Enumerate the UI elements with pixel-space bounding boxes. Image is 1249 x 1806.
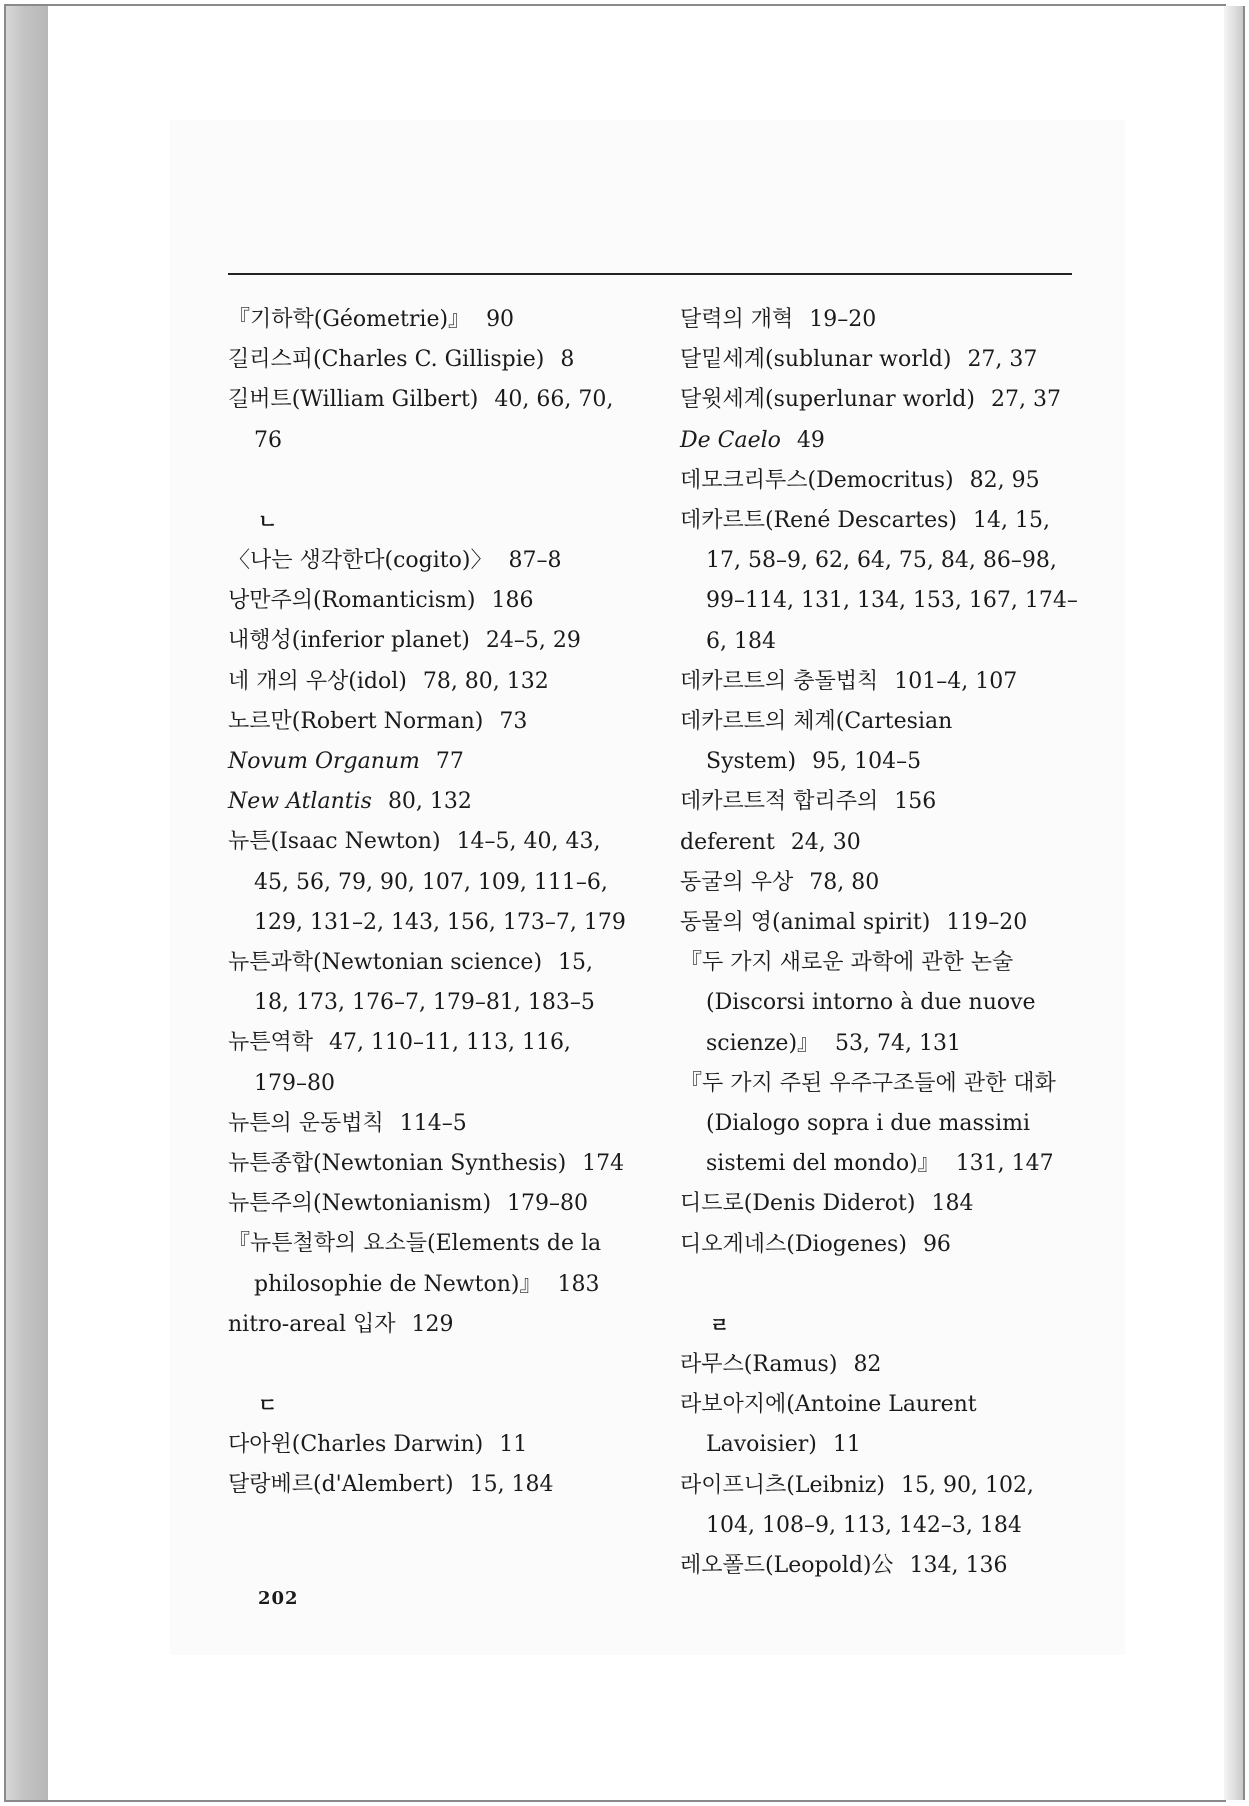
index-page-refs: 179–80	[507, 1191, 589, 1217]
index-page-refs: 40, 66, 70, 76	[254, 387, 614, 453]
header-rule	[228, 273, 1072, 275]
index-term: 다아윈(Charles Darwin)	[228, 1432, 484, 1458]
page-edge	[1224, 6, 1245, 1800]
index-term: 『두 가지 주된 우주구조들에 관한 대화(Dialogo sopra i due massimi sistemi del mondo)』	[680, 1070, 1056, 1177]
index-entry	[680, 782, 1080, 822]
index-term: 길리스피(Charles C. Gillispie)	[228, 347, 545, 373]
index-entry	[228, 340, 628, 380]
index-column-left	[228, 300, 628, 1506]
index-entry	[228, 1144, 628, 1184]
index-page-refs: 119–20	[946, 910, 1028, 936]
index-term: 달윗세계(superlunar world)	[680, 387, 975, 413]
index-page-refs: 27, 37	[967, 347, 1038, 373]
index-page-refs: 11	[832, 1432, 861, 1458]
index-entry	[680, 380, 1080, 420]
index-entry	[228, 1224, 628, 1304]
index-page-refs: 114–5	[399, 1110, 467, 1136]
index-page-refs: 131, 147	[955, 1151, 1054, 1177]
index-term: 『뉴튼철학의 요소들(Elements de la philosophie de Newton)』	[228, 1231, 602, 1297]
index-entry	[228, 943, 628, 1023]
index-entry	[228, 1305, 628, 1345]
index-entry	[680, 863, 1080, 903]
index-term: 노르만(Robert Norman)	[228, 708, 484, 734]
index-page-refs: 15, 18, 173, 176–7, 179–81, 183–5	[254, 950, 595, 1016]
index-entry	[680, 421, 1080, 461]
index-page-refs: 134, 136	[909, 1553, 1008, 1579]
index-entry	[680, 1225, 1080, 1265]
index-term: 달밑세계(sublunar world)	[680, 347, 952, 373]
index-entry	[680, 300, 1080, 340]
index-entry	[228, 1104, 628, 1144]
index-term: 달력의 개혁	[680, 307, 794, 332]
index-entry	[680, 1345, 1080, 1385]
index-term: 데카르트적 합리주의	[680, 789, 879, 815]
index-page-refs: 129	[411, 1311, 454, 1337]
index-page-refs: 87–8	[508, 548, 562, 574]
index-page-refs: 14–5, 40, 43, 45, 56, 79, 90, 107, 109, 111–6, 129, 131–2, 143, 156, 173–7, 179	[254, 829, 626, 935]
index-term: 낭만주의(Romanticism)	[228, 588, 476, 614]
index-section-heading: ㄴ	[258, 508, 278, 533]
index-term: 뉴튼의 운동법칙	[228, 1110, 384, 1136]
index-term: 뉴튼종합(Newtonian Synthesis)	[228, 1151, 567, 1177]
index-page-refs: 101–4, 107	[894, 668, 1018, 694]
index-page-refs: 15, 90, 102, 104, 108–9, 113, 142–3, 184	[706, 1472, 1034, 1538]
index-page-refs: 24, 30	[790, 829, 861, 855]
index-entry	[228, 1023, 628, 1103]
index-page-refs: 47, 110–11, 113, 116, 179–80	[254, 1030, 571, 1096]
index-entry	[680, 903, 1080, 943]
index-entry	[228, 300, 628, 340]
index-page-refs: 14, 15, 17, 58–9, 62, 64, 75, 84, 86–98, 99–114, 131, 134, 153, 167, 174–6, 184	[706, 508, 1078, 654]
index-column-right	[680, 300, 1080, 1586]
index-term: 데모크리투스(Democritus)	[680, 467, 954, 493]
index-page-refs: 82, 95	[969, 467, 1040, 493]
index-page-refs: 174	[582, 1151, 625, 1177]
index-page-refs: 53, 74, 131	[835, 1030, 961, 1056]
index-entry	[228, 1425, 628, 1465]
index-page-refs: 80, 132	[387, 789, 472, 815]
index-term: 디오게네스(Diogenes)	[680, 1231, 907, 1257]
index-entry	[680, 1466, 1080, 1546]
index-term: nitro-areal 입자	[228, 1311, 396, 1337]
index-page-refs: 78, 80, 132	[422, 668, 549, 694]
index-page-refs: 24–5, 29	[485, 628, 581, 654]
book-spine	[4, 4, 50, 1802]
index-term: 『두 가지 새로운 과학에 관한 논술 (Discorsi intorno à due nuove scienze)』	[680, 950, 1036, 1056]
section-gap	[228, 461, 628, 501]
index-page-refs: 186	[491, 588, 534, 614]
section-gap	[228, 1345, 628, 1385]
index-entry	[680, 461, 1080, 501]
index-page-refs: 11	[499, 1432, 528, 1458]
index-entry	[228, 621, 628, 661]
index-page-refs: 183	[557, 1271, 600, 1297]
index-term: 뉴튼주의(Newtonianism)	[228, 1191, 492, 1217]
index-section-heading: ㄹ	[710, 1312, 730, 1337]
index-term: 달랑베르(d'Alembert)	[228, 1472, 454, 1498]
index-entry	[228, 822, 628, 943]
index-entry	[228, 1465, 628, 1505]
index-term: 데카르트의 충돌법칙	[680, 668, 879, 694]
index-term: 뉴튼(Isaac Newton)	[228, 829, 441, 855]
index-entry	[680, 1546, 1080, 1586]
index-term: 동굴의 우상	[680, 869, 794, 895]
index-term: deferent	[680, 829, 775, 855]
index-section-heading: ㄷ	[258, 1393, 278, 1418]
index-term: 『기하학(Géometrie)』	[228, 307, 471, 332]
index-page-refs: 184	[931, 1191, 974, 1217]
index-term: Novum Organum	[228, 749, 420, 775]
index-page-refs: 78, 80	[809, 869, 880, 895]
index-entry	[680, 702, 1080, 782]
index-entry	[228, 541, 628, 581]
index-term: 뉴튼역학	[228, 1030, 314, 1056]
section-gap	[680, 1265, 1080, 1305]
index-page-refs: 156	[894, 789, 937, 815]
index-entry	[680, 340, 1080, 380]
index-page-refs: 73	[499, 708, 528, 734]
index-entry	[228, 1184, 628, 1224]
index-entry	[228, 662, 628, 702]
index-term: 라보아지에(Antoine Laurent Lavoisier)	[680, 1392, 977, 1458]
index-term: 동물의 영(animal spirit)	[680, 910, 931, 936]
index-page-refs: 15, 184	[469, 1472, 554, 1498]
page-number: 202	[258, 1588, 299, 1609]
index-page-refs: 19–20	[809, 307, 877, 332]
index-page-refs: 96	[922, 1231, 951, 1257]
index-entry	[680, 1385, 1080, 1465]
index-term: New Atlantis	[228, 789, 372, 815]
index-page-refs: 77	[435, 749, 464, 775]
index-term: 네 개의 우상(idol)	[228, 668, 407, 694]
index-page-refs: 49	[796, 427, 825, 453]
index-term: 라이프니츠(Leibniz)	[680, 1472, 885, 1498]
index-page-refs: 27, 37	[990, 387, 1061, 413]
index-entry	[228, 742, 628, 782]
index-entry	[228, 581, 628, 621]
index-page-refs: 82	[853, 1352, 882, 1378]
index-entry	[228, 702, 628, 742]
index-page-refs: 95, 104–5	[812, 749, 922, 775]
index-entry	[680, 501, 1080, 662]
index-term: 내행성(inferior planet)	[228, 628, 470, 654]
index-entry	[680, 943, 1080, 1064]
index-entry	[228, 380, 628, 460]
index-page-refs: 8	[560, 347, 575, 373]
index-term: 레오폴드(Leopold)公	[680, 1553, 894, 1579]
index-entry	[680, 662, 1080, 702]
index-term: 라무스(Ramus)	[680, 1352, 838, 1378]
index-term: 데카르트의 체계(Cartesian System)	[680, 709, 953, 775]
index-term: 디드로(Denis Diderot)	[680, 1191, 916, 1217]
index-entry	[228, 782, 628, 822]
index-entry	[680, 823, 1080, 863]
index-entry	[680, 1064, 1080, 1185]
index-term: De Caelo	[680, 427, 781, 453]
index-term: 데카르트(René Descartes)	[680, 508, 957, 534]
index-term: 길버트(William Gilbert)	[228, 387, 479, 413]
index-entry	[680, 1184, 1080, 1224]
index-term: 뉴튼과학(Newtonian science)	[228, 950, 543, 976]
index-page-refs: 90	[486, 307, 515, 332]
index-term: 〈나는 생각한다(cogito)〉	[228, 548, 493, 574]
